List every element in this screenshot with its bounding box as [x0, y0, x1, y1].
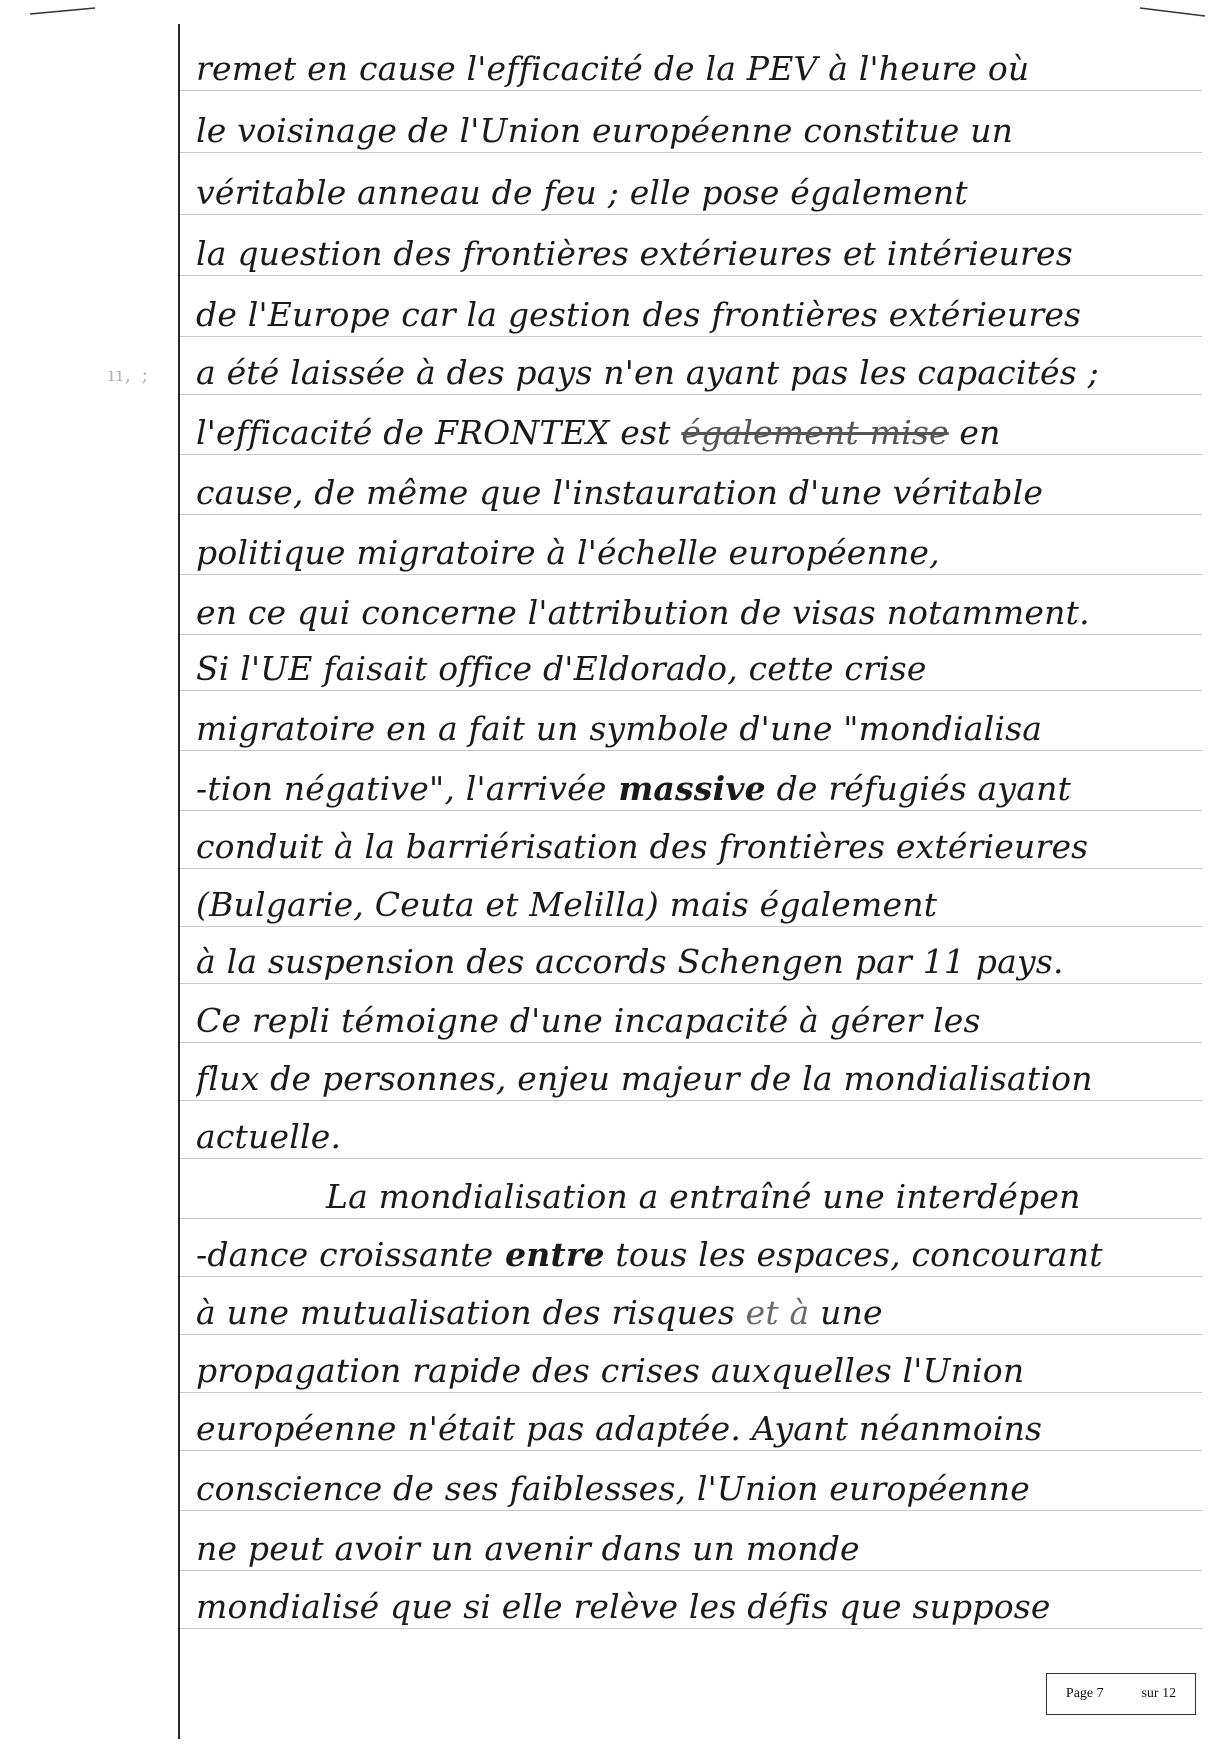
text-line-15: (Bulgarie, Ceuta et Melilla) mais également: [196, 885, 938, 924]
text-line-24: européenne n'était pas adaptée. Ayant néanmoins: [196, 1409, 1043, 1448]
text-line-21-start: -dance croissante: [196, 1235, 494, 1274]
text-line-9: politique migratoire à l'échelle européenne,: [196, 533, 940, 572]
text-line-10: en ce qui concerne l'attribution de visas notamment.: [196, 593, 1090, 632]
text-line-13: [196, 760, 1206, 818]
text-line-21-end: tous les espaces, concourant: [604, 1235, 1103, 1274]
struck-text: également mise: [681, 413, 949, 452]
text-line-22: [196, 1284, 1206, 1342]
text-line-23: propagation rapide des crises auxquelles l'Union: [196, 1351, 1025, 1390]
text-line-22-start: à une mutualisation des risques: [196, 1293, 735, 1332]
text-line-7-start: l'efficacité de FRONTEX est: [196, 413, 671, 452]
header-corner-marks: [0, 0, 1232, 30]
text-line-6: a été laissée à des pays n'en ayant pas les capacités ;: [196, 353, 1099, 392]
stray-marks: ıı, ;: [108, 362, 151, 386]
text-line-18: flux de personnes, enjeu majeur de la mondialisation: [196, 1059, 1093, 1098]
page-number-box: [1046, 1673, 1196, 1715]
text-line-8: cause, de même que l'instauration d'une véritable: [196, 473, 1044, 512]
total-pages-label: sur 12: [1141, 1686, 1177, 1701]
text-line-7: [196, 404, 1206, 462]
text-line-26: ne peut avoir un avenir dans un monde: [196, 1529, 860, 1568]
text-line-17: Ce repli témoigne d'une incapacité à gérer les: [196, 1001, 981, 1040]
text-line-13-end: de réfugiés ayant: [765, 769, 1072, 808]
text-line-5: de l'Europe car la gestion des frontières extérieures: [196, 295, 1082, 334]
bold-text-entre: entre: [493, 1235, 605, 1274]
paragraph-start-line: La mondialisation a entraîné une interdépen: [326, 1177, 1081, 1216]
text-line-27: mondialisé que si elle relève les défis que suppose: [196, 1587, 1051, 1626]
text-line-12: migratoire en a fait un symbole d'une "mondialisa: [196, 709, 1043, 748]
text-line-11: Si l'UE faisait office d'Eldorado, cette crise: [196, 649, 927, 688]
text-line-1: remet en cause l'efficacité de la PEV à l'heure où: [196, 49, 1030, 88]
bold-text-massive: massive: [606, 769, 766, 808]
text-line-19: actuelle.: [196, 1117, 342, 1156]
margin-line: [178, 24, 180, 1739]
text-line-7-end: en: [948, 413, 1001, 452]
faded-text: et à: [734, 1293, 810, 1332]
text-line-2: le voisinage de l'Union européenne constitue un: [196, 111, 1014, 150]
text-line-4: la question des frontières extérieures et intérieures: [196, 234, 1073, 273]
text-line-13-start: -tion négative", l'arrivée: [196, 769, 607, 808]
text-line-21: [196, 1226, 1206, 1284]
page-label: Page 7: [1065, 1686, 1104, 1701]
text-line-25: conscience de ses faiblesses, l'Union européenne: [196, 1469, 1030, 1508]
text-line-14: conduit à la barriérisation des frontières extérieures: [196, 827, 1089, 866]
text-line-22-end: une: [809, 1293, 883, 1332]
text-line-3: véritable anneau de feu ; elle pose également: [196, 173, 968, 212]
text-line-16: à la suspension des accords Schengen par 11 pays.: [196, 942, 1064, 981]
